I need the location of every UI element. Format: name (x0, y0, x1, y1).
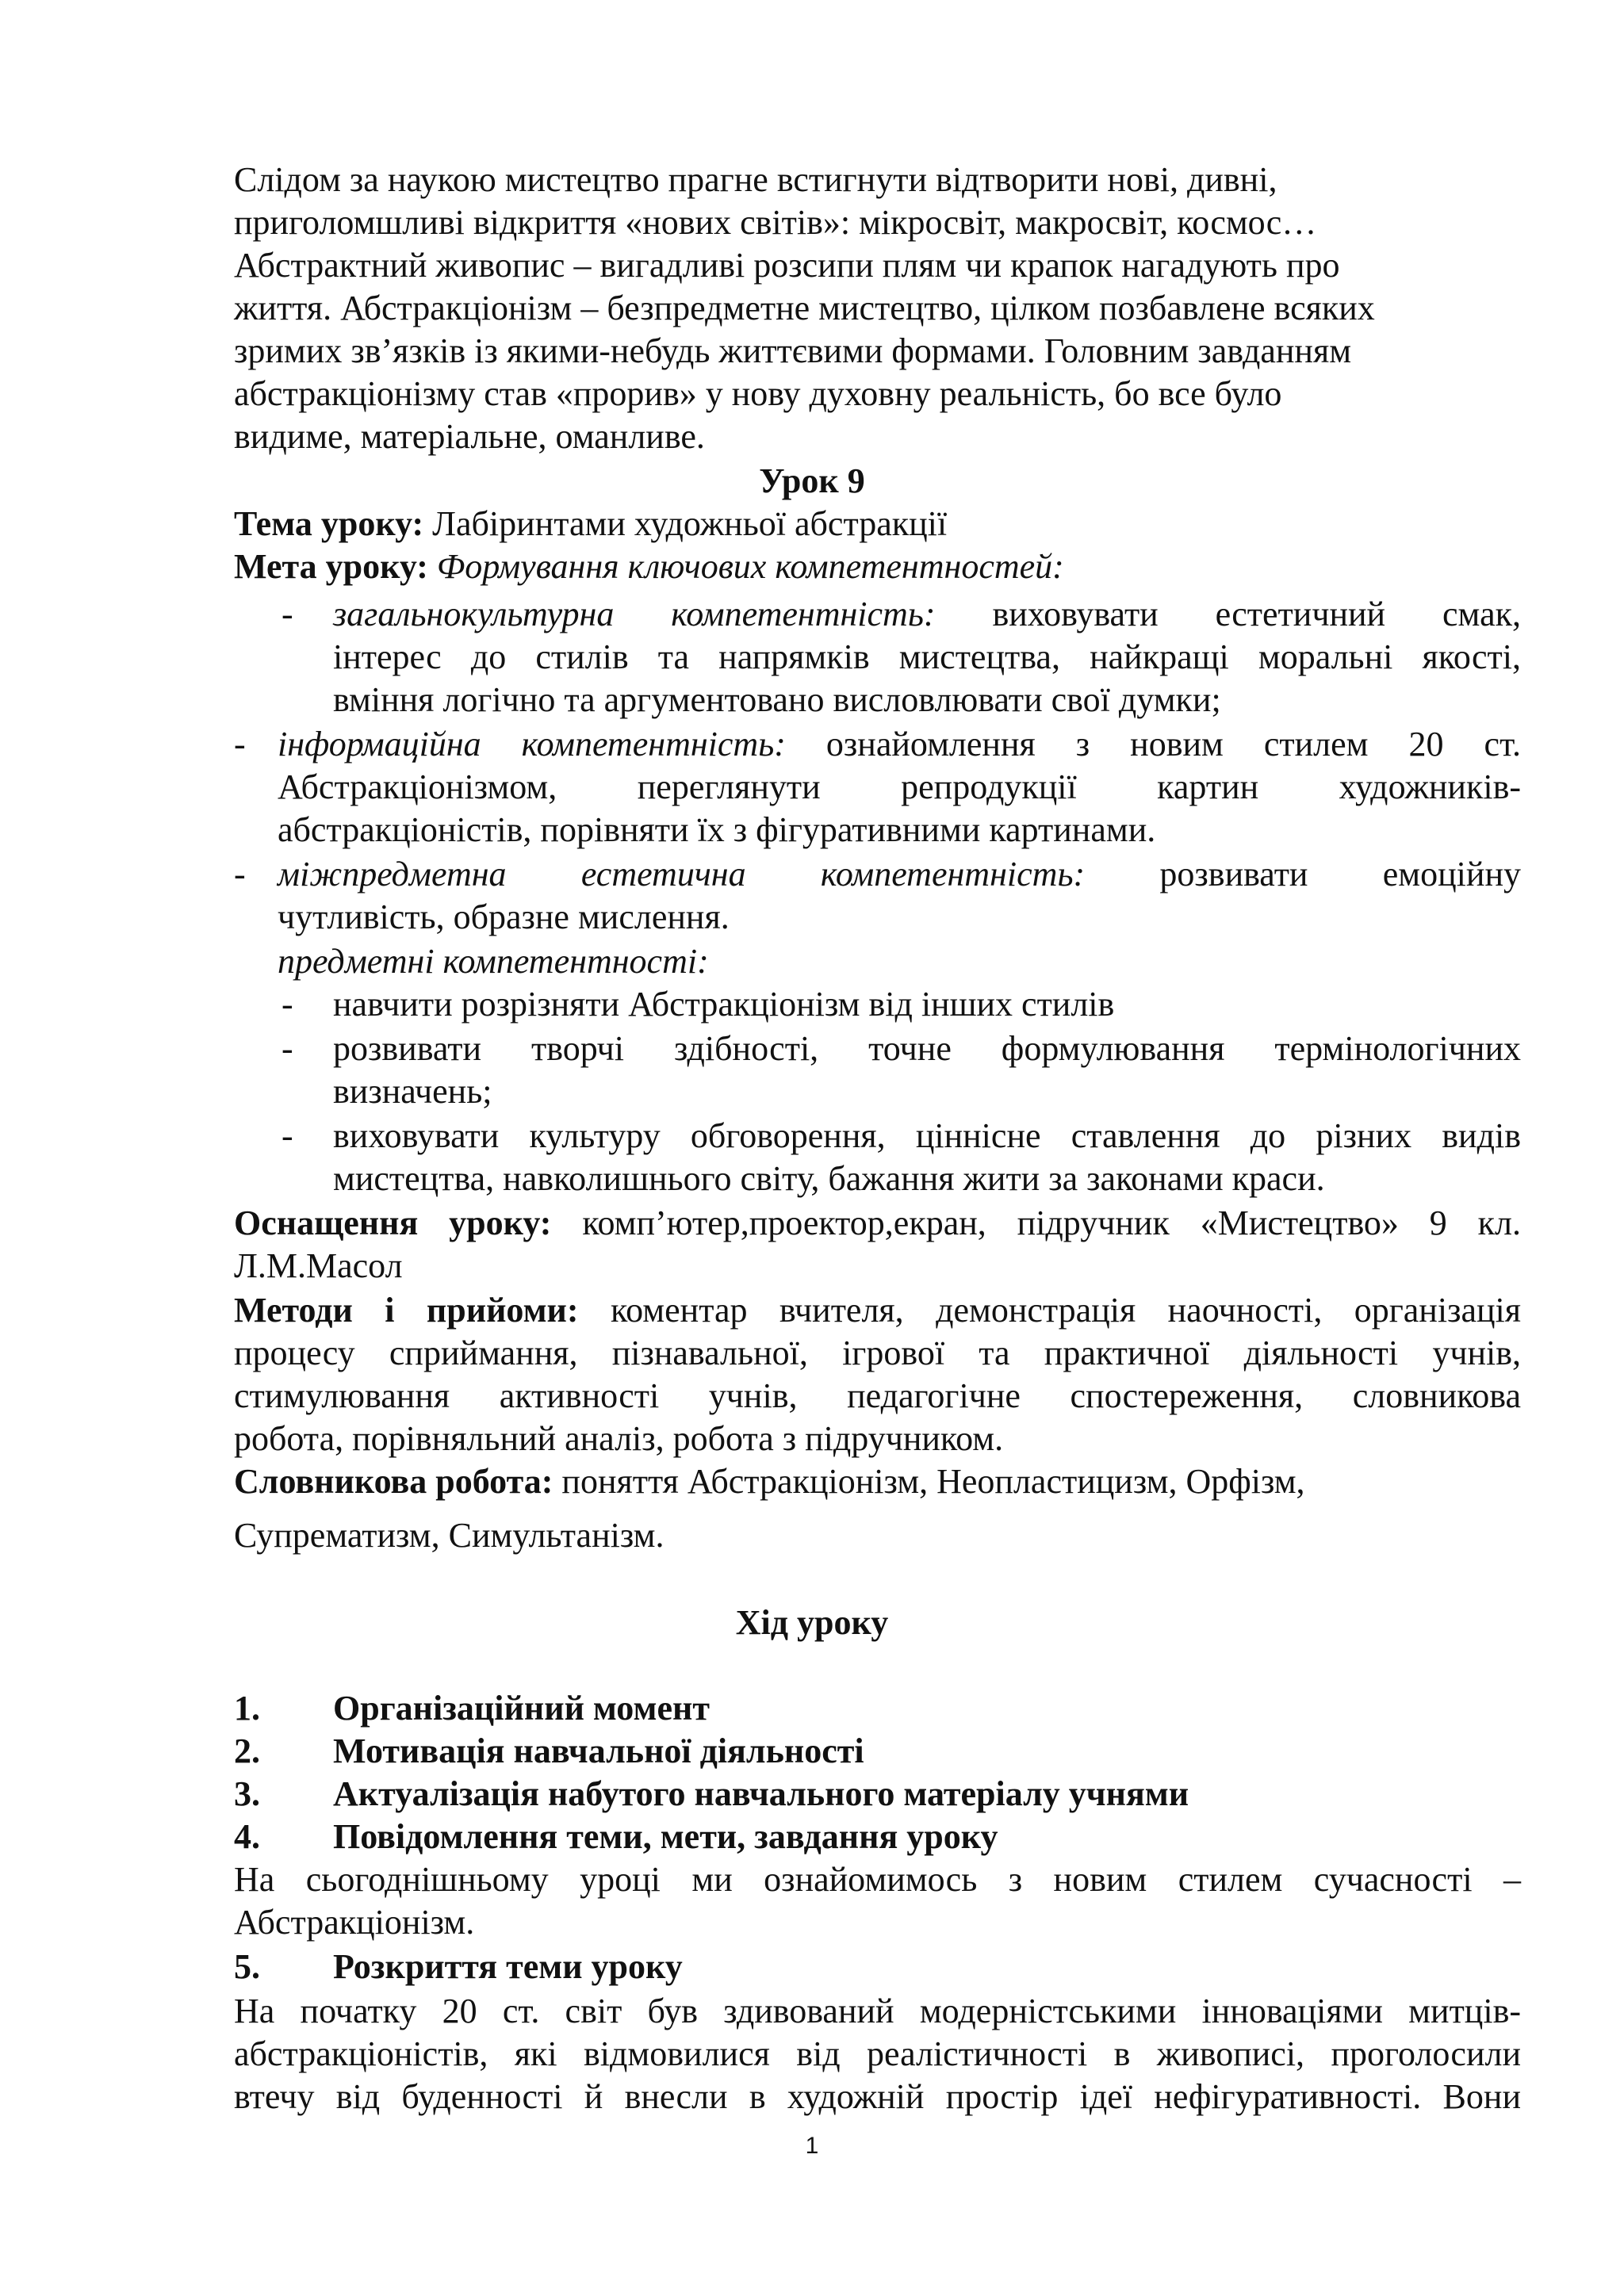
methods-line: процесу сприймання, пізнавальної, ігрової та практичної діяльності учнів, (234, 1334, 1521, 1372)
step-title: Організаційний момент (333, 1689, 710, 1728)
bullet-dash: - (234, 855, 246, 894)
page-number: 1 (805, 2133, 819, 2159)
vocab-line: Супрематизм, Симультанізм. (234, 1516, 665, 1555)
general-competence-line (333, 593, 1521, 636)
methods-text: коментар вчителя, демонстрація наочності, організація (611, 1291, 1521, 1330)
step-number: 2. (234, 1732, 260, 1770)
step5-text-line: втечу від буденності й внесли в художній простір ідеї нефігуративності. Вони (234, 2077, 1521, 2116)
general-competence-text: виховувати естетичний смак, (992, 595, 1521, 633)
intro-line: Абстрактний живопис – вигадливі розсипи плям чи крапок нагадують про (234, 246, 1340, 285)
topic-label: Тема уроку: (234, 504, 424, 543)
equipment-text: комп’ютер,проектор,екран, підручник «Мистецтво» 9 кл. (551, 1203, 1522, 1242)
intro-line: видиме, матеріальне, оманливе. (234, 417, 705, 456)
bullet-dash: - (234, 725, 246, 763)
intro-line: Слідом за наукою мистецтво прагне встигнути відтворити нові, дивні, (234, 160, 1277, 199)
bullet-dash: - (282, 1116, 293, 1155)
subject-competence-label-text: предметні компетентності: (278, 942, 709, 981)
step-number: 5. (234, 1947, 260, 1986)
step4-text-line: Абстракціонізм. (234, 1903, 475, 1942)
general-competence-line: інтерес до стилів та напрямків мистецтва, найкращі моральні якості, (333, 637, 1521, 676)
subject-item: навчити розрізняти Абстракціонізм від інших стилів (333, 985, 1115, 1024)
step-number: 4. (234, 1817, 260, 1856)
info-competence-line: абстракціоністів, порівняти їх з фігуративними картинами. (278, 810, 1156, 849)
subject-item-continuation: мистецтва, навколишнього світу, бажання жити за законами краси. (333, 1159, 1325, 1198)
subject-item-continuation: визначень; (333, 1072, 492, 1111)
inter-competence-label: міжпредметна естетична компетентність: (278, 855, 1086, 894)
step4-text-line: На сьогоднішньому уроці ми ознайомимось з новим стилем сучасності – (234, 1860, 1521, 1899)
equipment-line (234, 1202, 1521, 1245)
step-title: Розкриття теми уроку (333, 1947, 683, 1986)
general-competence-line: вміння логічно та аргументовано висловлювати свої думки; (333, 680, 1221, 719)
intro-line: приголомшливі відкриття «нових світів»: мікросвіт, макросвіт, космос… (234, 203, 1317, 242)
intro-line: абстракціонізму став «прорив» у нову духовну реальність, бо все було (234, 374, 1282, 413)
info-competence-label: інформаційна компетентність: (278, 725, 786, 763)
subject-item: розвивати творчі здібності, точне формулювання термінологічних (333, 1029, 1521, 1068)
general-competence-label: загальнокультурна компетентність: (333, 595, 936, 633)
lesson-heading: Урок 9 (759, 461, 865, 500)
step-title: Актуалізація набутого навчального матеріалу учнями (333, 1774, 1189, 1813)
info-competence-line (278, 723, 1521, 766)
course-heading: Хід уроку (735, 1603, 889, 1642)
info-competence-line: Абстракціонізмом, переглянути репродукції картин художників- (278, 767, 1521, 806)
subject-competence-label (278, 940, 709, 983)
bullet-dash: - (282, 985, 293, 1024)
vocab-line (234, 1460, 1305, 1503)
step5-text-line: абстракціоністів, які відмовилися від реалістичності в живописі, проголосили (234, 2034, 1521, 2073)
step-number: 1. (234, 1689, 260, 1728)
info-competence-text: ознайомлення з новим стилем 20 ст. (825, 725, 1522, 763)
equipment-label: Оснащення уроку: (234, 1203, 552, 1242)
step-title: Повідомлення теми, мети, завдання уроку (333, 1817, 998, 1856)
vocab-label: Словникова робота: (234, 1462, 553, 1501)
methods-label: Методи і прийоми: (234, 1291, 579, 1330)
topic-line (234, 503, 947, 545)
methods-line: стимулювання активності учнів, педагогічне спостереження, словникова (234, 1376, 1521, 1415)
methods-line: робота, порівняльний аналіз, робота з підручником. (234, 1419, 1004, 1458)
methods-line (234, 1289, 1521, 1332)
equipment-line: Л.М.Масол (234, 1246, 403, 1285)
goal-line (234, 545, 1064, 588)
step5-text-line: На початку 20 ст. світ був здивований модерністськими інноваціями митців- (234, 1992, 1521, 2030)
topic-text: Лабіринтами художньої абстракції (423, 504, 948, 543)
subject-item: виховувати культуру обговорення, ціннісне ставлення до різних видів (333, 1116, 1521, 1155)
goal-text: Формування ключових компетентностей: (427, 547, 1064, 586)
intro-line: життя. Абстракціонізм – безпредметне мистецтво, цілком позбавлене всяких (234, 289, 1375, 327)
vocab-text: поняття Абстракціонізм, Неопластицизм, Орфізм, (553, 1462, 1305, 1501)
goal-label: Мета уроку: (234, 547, 428, 586)
inter-competence-text: розвивати емоційну (1159, 855, 1521, 894)
bullet-dash: - (282, 595, 293, 633)
step-title: Мотивація навчальної діяльності (333, 1732, 864, 1770)
inter-competence-line (278, 853, 1521, 896)
intro-line: зримих зв’язків із якими-небудь життєвими формами. Головним завданням (234, 331, 1352, 370)
step-number: 3. (234, 1774, 260, 1813)
bullet-dash: - (282, 1029, 293, 1068)
inter-competence-line: чутливість, образне мислення. (278, 897, 730, 936)
